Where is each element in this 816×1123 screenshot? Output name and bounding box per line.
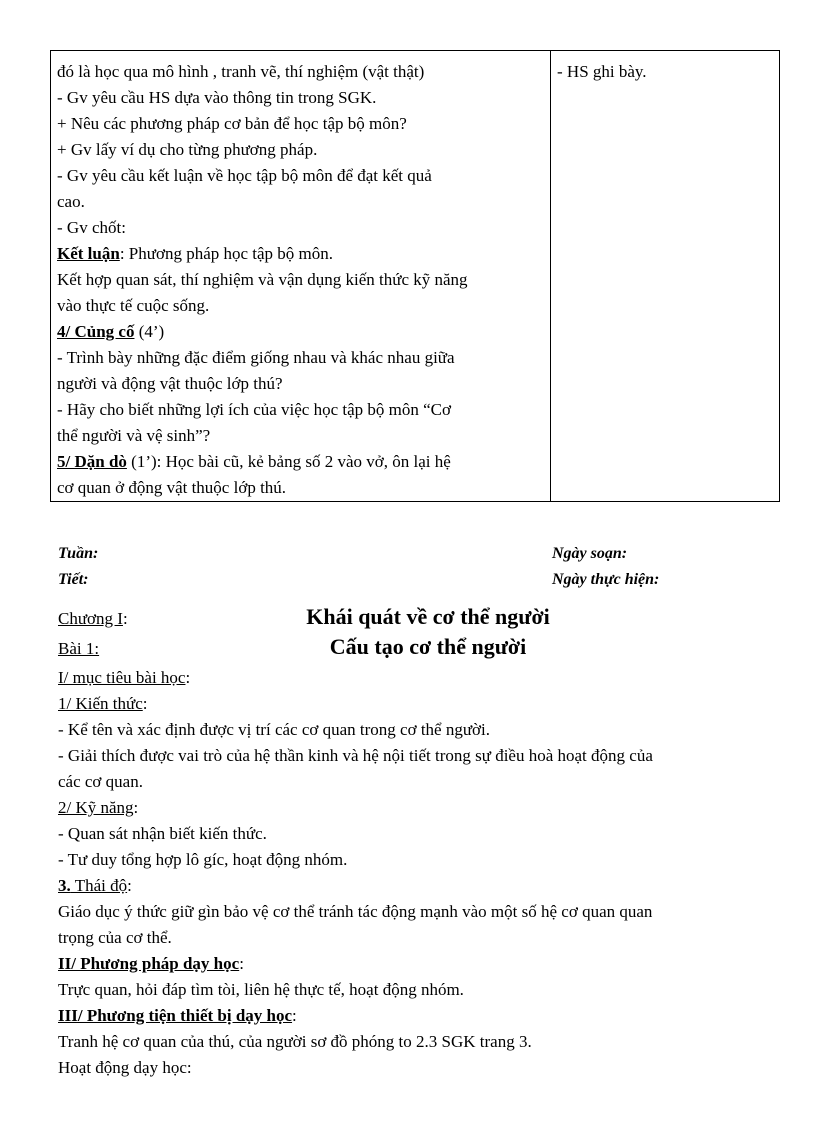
attitude-heading [58, 873, 798, 899]
conclusion-line [57, 241, 544, 267]
text-line: các cơ quan. [58, 772, 143, 791]
text-line: + Nêu các phương pháp cơ bản để học tập bộ môn? [57, 114, 407, 133]
conclusion-label: Kết luận [57, 244, 120, 263]
lesson-row [58, 633, 798, 663]
method-label: II/ Phương pháp dạy học [58, 954, 240, 973]
chapter-label: Chương I [58, 609, 123, 628]
skills-label: 2/ Kỹ năng [58, 798, 134, 817]
text-line: Giáo dục ý thức giữ gìn bảo vệ cơ thể tránh tác động mạnh vào một số hệ cơ quan quan [58, 902, 653, 921]
lesson-plan-body [58, 603, 798, 1081]
heading-suffix: : [133, 798, 139, 817]
heading-suffix: : [292, 1006, 297, 1025]
text-line: - Hãy cho biết những lợi ích của việc học tập bộ môn “Cơ [57, 400, 452, 419]
homework-text: (1’): Học bài cũ, kẻ bảng số 2 vào vở, ôn lại hệ [126, 452, 451, 471]
text-line: thể người và vệ sinh”? [57, 426, 211, 445]
method-heading [58, 951, 798, 977]
chapter-row [58, 603, 798, 633]
text-line: vào thực tế cuộc sống. [57, 296, 210, 315]
heading-suffix: : [239, 954, 244, 973]
homework-label: 5/ Dặn dò [57, 452, 127, 471]
attitude-number: 3. [58, 876, 71, 895]
consolidate-heading [57, 319, 544, 345]
text-line: đó là học qua mô hình , tranh vẽ, thí nghiệm (vật thật) [57, 62, 425, 81]
prep-date-label: Ngày soạn: [552, 545, 628, 562]
text-line: + Gv lấy ví dụ cho từng phương pháp. [57, 140, 318, 159]
text-line: Tranh hệ cơ quan của thú, của người sơ đồ phóng to 2.3 SGK trang 3. [58, 1032, 532, 1051]
week-label: Tuần: [58, 545, 99, 562]
text-line: trọng của cơ thể. [58, 928, 172, 947]
text-line: - Quan sát nhận biết kiến thức. [58, 824, 267, 843]
text-line: Kết hợp quan sát, thí nghiệm và vận dụng kiến thức kỹ năng [57, 270, 468, 289]
text-line: - Gv yêu cầu kết luận về học tập bộ môn để đạt kết quả [57, 166, 432, 185]
text-line: cơ quan ở động vật thuộc lớp thú. [57, 478, 287, 497]
student-activity-cell [551, 51, 780, 502]
text-line: Trực quan, hỏi đáp tìm tòi, liên hệ thực tế, hoạt động nhóm. [58, 980, 464, 999]
text-line: người và động vật thuộc lớp thú? [57, 374, 283, 393]
chapter-label-suffix: : [122, 609, 128, 628]
teacher-activity-cell [51, 51, 551, 502]
lesson-title: Cấu tạo cơ thể người [329, 634, 527, 659]
text-line: - Trình bày những đặc điểm giống nhau và khác nhau giữa [57, 348, 455, 367]
objectives-heading [58, 665, 798, 691]
heading-suffix: : [185, 668, 191, 687]
chapter-title: Khái quát về cơ thể người [306, 604, 550, 629]
teach-date-label: Ngày thực hiện: [552, 571, 660, 588]
consolidate-time: (4’) [134, 322, 165, 341]
text-line: - HS ghi bày. [557, 62, 647, 81]
text-line: - Gv chốt: [57, 218, 126, 237]
heading-suffix: : [127, 876, 132, 895]
knowledge-label: 1/ Kiến thức [58, 694, 143, 713]
conclusion-text: : Phương pháp học tập bộ môn. [119, 244, 334, 263]
lesson-label: Bài 1: [58, 639, 100, 658]
materials-label: III/ Phương tiện thiết bị dạy học [58, 1006, 293, 1025]
materials-heading [58, 1003, 798, 1029]
consolidate-label: 4/ Củng cố [57, 322, 135, 341]
activities-heading: Hoạt động dạy học: [58, 1058, 192, 1077]
text-line: - Kể tên và xác định được vị trí các cơ quan trong cơ thể người. [58, 720, 491, 739]
text-line: - Gv yêu cầu HS dựa vào thông tin trong SGK. [57, 88, 377, 107]
text-line: cao. [57, 192, 85, 211]
text-line: - Tư duy tổng hợp lô gíc, hoạt động nhóm. [58, 850, 348, 869]
text-line: - Giải thích được vai trò của hệ thần kinh và hệ nội tiết trong sự điều hoà hoạt động của [58, 746, 653, 765]
lesson-table [50, 50, 780, 502]
homework-line [57, 449, 544, 475]
period-label: Tiết: [58, 571, 89, 588]
attitude-label [58, 876, 127, 895]
skills-heading [58, 795, 798, 821]
table-row [51, 51, 780, 502]
attitude-text: Thái độ [70, 876, 128, 895]
heading-suffix: : [142, 694, 148, 713]
objectives-label: I/ mục tiêu bài học [58, 668, 186, 687]
knowledge-heading [58, 691, 798, 717]
